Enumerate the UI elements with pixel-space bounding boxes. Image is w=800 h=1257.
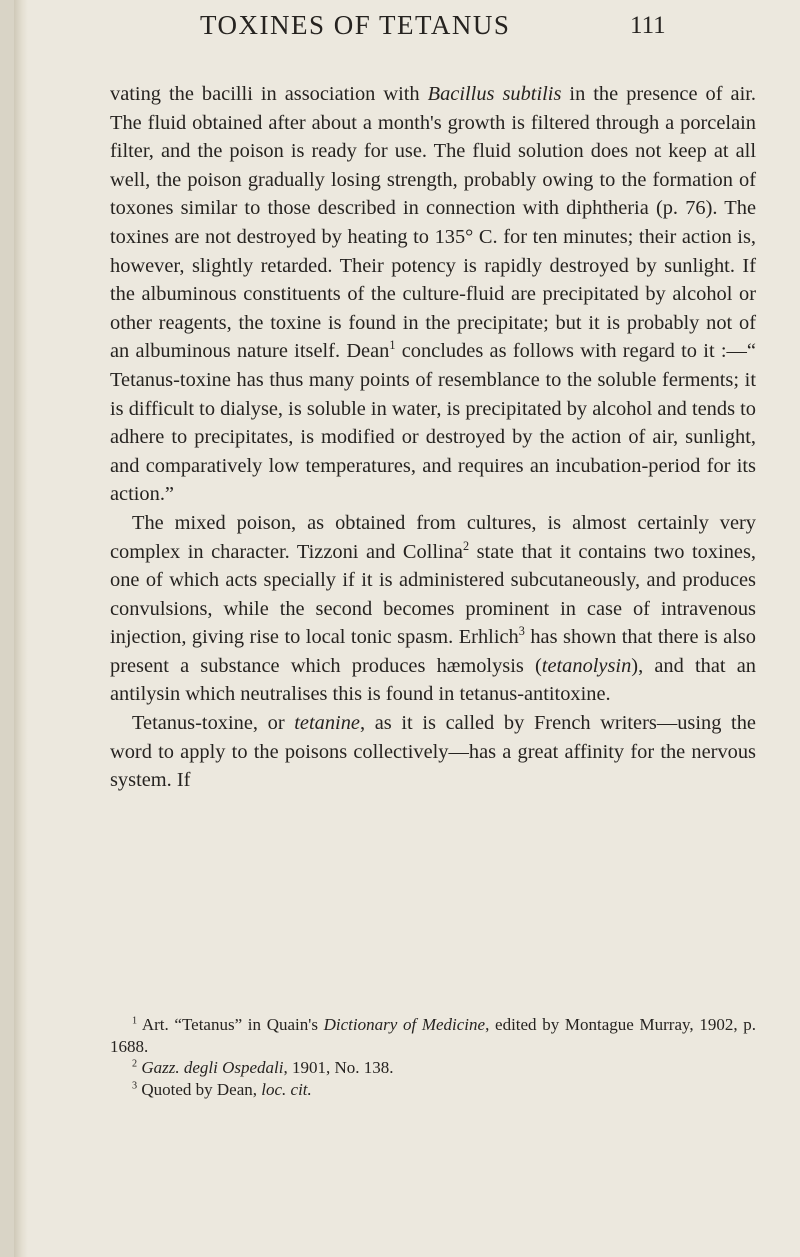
text-run: , 1901, No. 138. bbox=[283, 1058, 394, 1077]
footnotes bbox=[110, 1014, 756, 1100]
footnote bbox=[110, 1014, 756, 1057]
italic-text: Gazz. degli Ospedali bbox=[141, 1058, 284, 1077]
footnote bbox=[110, 1079, 756, 1101]
text-run: The mixed poison, as obtained from cultures, is almost certainly very complex in character. Tizzoni and Collina bbox=[110, 511, 756, 563]
text-run: in the presence of air. The fluid obtained after about a month's growth is filtered through a porcelain filter, and the poison is ready for use. The fluid solution does not keep at all well, the poison gradually losing strength, probably owing to the formation of toxones similar to those described in connection with diphtheria (p. 76). The toxines are not destroyed by heating to 135° C. for ten minutes; their action is, however, slightly retarded. Their potency is rapidly destroyed by sunlight. If the albuminous constituents of the culture-fluid are precipitated by alcohol or other reagents, the toxine is found in the precipitate; but it is probably not of an albuminous nature itself. Dean bbox=[110, 83, 756, 363]
italic-text: tetanolysin bbox=[541, 654, 632, 677]
footnote-marker: 3 bbox=[518, 624, 525, 639]
italic-text: loc. cit. bbox=[261, 1079, 312, 1099]
text-run: Tetanus-toxine, or bbox=[132, 712, 295, 735]
italic-text: Dictionary of Medicine bbox=[323, 1015, 486, 1034]
footnote-marker: 1 bbox=[389, 338, 396, 353]
page-binding-edge bbox=[14, 0, 28, 1257]
paragraph bbox=[110, 709, 756, 795]
text-run: vating the bacilli in association with bbox=[110, 83, 428, 105]
footnote-marker: 2 bbox=[132, 1058, 138, 1070]
footnote-marker: 1 bbox=[132, 1015, 138, 1027]
paragraph bbox=[110, 80, 756, 509]
text-run: , as it is called by French writers—using the word to apply to the poisons collectively—has a great affinity for the nervous system. If bbox=[110, 712, 756, 792]
paragraph bbox=[110, 509, 756, 709]
page-header bbox=[14, 4, 800, 48]
text-run: ), and that an antilysin which neutralises this is found in tetanus-antitoxine. bbox=[110, 654, 756, 706]
text-run: Quoted by Dean, bbox=[137, 1079, 262, 1099]
text-run: has shown that there is also present a substance which produces hæmolysis ( bbox=[110, 626, 756, 677]
running-title: TOXINES OF TETANUS bbox=[200, 10, 511, 40]
italic-text: Bacillus subtilis bbox=[427, 83, 562, 105]
text-run: , edited by Montague Murray, 1902, p. 1688. bbox=[110, 1015, 756, 1056]
text-run: state that it contains two toxines, one of which acts specially if it is administered subcutaneously, and produces convulsions, while the second becomes prominent in case of intravenous injection, giving rise to local tonic spasm. Erhlich bbox=[110, 540, 756, 649]
body-text bbox=[110, 80, 756, 795]
italic-text: tetanine bbox=[294, 712, 360, 735]
page-number: 111 bbox=[630, 12, 666, 39]
footnote-marker: 2 bbox=[462, 538, 470, 553]
text-run: Art. “Tetanus” in Quain's bbox=[137, 1015, 324, 1034]
footnote-marker: 3 bbox=[132, 1079, 138, 1091]
footnote bbox=[110, 1057, 756, 1079]
text-run: concludes as follows with regard to it :—“ Tetanus-toxine has thus many points of resemblance to the soluble ferments; it is difficult to dialyse, is soluble in water, is precipitated by alcohol and tends to adhere to precipitates, is modified or destroyed by the action of air, sunlight, and comparatively low temperatures, and requires an incubation-period for its action.” bbox=[110, 340, 756, 506]
book-page bbox=[14, 0, 800, 1257]
